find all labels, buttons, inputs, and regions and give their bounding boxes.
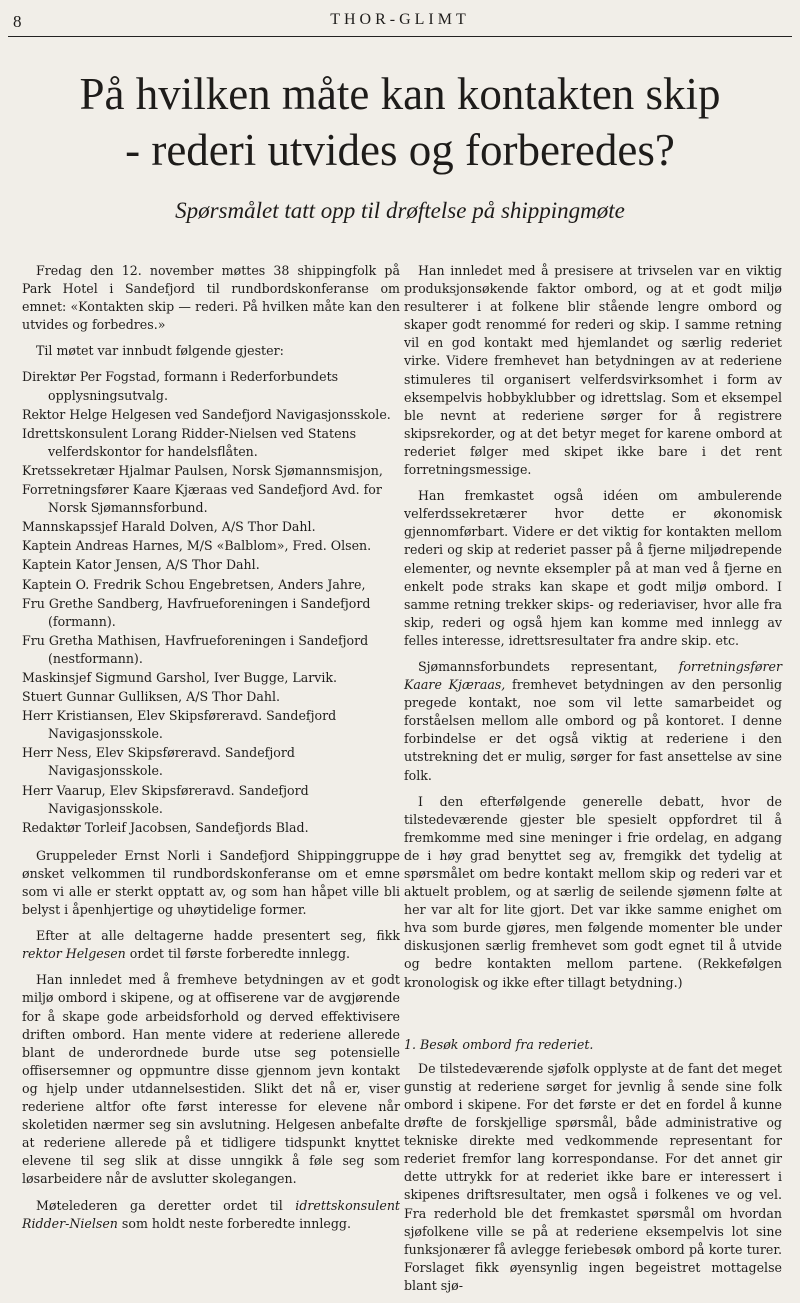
right-column [404,262,782,1303]
guest-list-item: Maskinsjef Sigmund Garshol, Iver Bugge, Larvik. [22,669,338,685]
guest-list-item: Kaptein Andreas Harnes, M/S «Balblom», Fred. Olsen. [22,538,372,554]
header-divider [8,36,792,37]
helgesen-paragraph: Han innledet med å fremheve betydningen av et godt miljø ombord i skipene, og at offiserene var de avgjørende for å skape gode arbeidsforhold og derved effektivisere driften ombord. Han mente videre at rederiene allerede blant de underordnede burde utse seg potensielle offisersemner og oppmuntre disse gjennom jevn kontakt og hjelp under utdannelsestiden. Slikt det nå er, viser rederiene altfor ofte først interesse for elevene når skoletiden nærmer seg sin avslutning. Helgesen anbefalte at rederiene allerede på et tidligere tidspunkt knyttet elevene til seg slik at disse unngikk å føle seg som løsarbeidere når de avslutter skolegangen. [22,972,400,1187]
section-heading: 1. Besøk ombord fra rederiet. [404,1036,594,1052]
guest-list [22,368,400,836]
left-column [22,262,400,1241]
welfare-paragraph: Han fremkastet også idéen om ambulerende velferdssekretærer hvor dette er økonomisk gjennomførbart. Videre er det viktig for kontakten mellom rederi og skip at rederiet passer på å fjerne miljødrepende elementer, og nevnte eksempler på at man ved å fjerne en enkelt pode straks kan skape et godt miljø ombord. I samme retning trekker skips- og rederiaviser, hvor alle fra skip, rederi og også hjem kan komme med innlegg av felles interesse, idrettsresultater fra andre skip. etc. [404,488,782,648]
page-number: 8 [13,12,22,31]
visits-paragraph: De tilstedeværende sjøfolk opplyste at de fant det meget gunstig at rederiene sørget for jevnlig å sende sine folk ombord i skipene. For det første er det en fordel å kunne drøfte de forskjellige spørsmål, både administrative og tekniske direkte med vedkommende representant for rederiet fremfor lang korrespondanse. For det annet gir dette uttrykk for at rederiet ikke bare er interessert i skipenes driftsresultater, men også i folkenes ve og vel. Fra rederhold ble det fremkastet spørsmål om hvordan sjøfolkene ville se på at rederiene eksempelvis lot sine funksjonærer få avlegge feriebesøk ombord på korte turer. Forslaget fikk øyensynlig ingen begeistret mottagelse blant sjø- [404,1060,782,1293]
page-header [0,0,800,40]
article-title-line-1: På hvilken måte kan kontakten skip [79,69,721,119]
intro-paragraph: Fredag den 12. november møttes 38 shippingfolk på Park Hotel i Sandefjord til rundbordskonferanse om emnet: «Kontakten skip — rederi. På hvilken måte kan den utvides og forbedres.» [22,263,400,333]
guests-intro: Til møtet var innbudt følgende gjester: [36,343,284,359]
guest-list-item: Kretssekretær Hjalmar Paulsen, Norsk Sjømannsmisjon, [22,462,383,478]
guest-list-item: Stuert Gunnar Gulliksen, A/S Thor Dahl. [22,689,281,705]
welcome-paragraph: Gruppeleder Ernst Norli i Sandefjord Shippinggruppe ønsket velkommen til rundbordskonferanse om et emne som vi alle er sterkt opptatt av, og som han håpet ville bli belyst i åpenhjertige og uhøytidelige former. [22,847,400,918]
next-speaker-paragraph: Møtelederen ga deretter ordet til idrettskonsulent Ridder-Nielsen som holdt neste forberedte innlegg. [22,1197,400,1231]
guest-list-item: Idrettskonsulent Lorang Ridder-Nielsen ved Statens velferdskontor for handelsflåten. [22,425,357,459]
guest-list-item: Forretningsfører Kaare Kjæraas ved Sandefjord Avd. for Norsk Sjømannsforbund. [22,482,382,516]
article-title [0,66,800,178]
guest-list-item: Kaptein O. Fredrik Schou Engebretsen, Anders Jahre, [22,576,366,592]
ridder-nielsen-paragraph: Han innledet med å presisere at trivselen var en viktig produksjonsøkende faktor ombord, og at et godt miljø resulterer i at folkene blir stående lengre ombord og skaper godt renommé for rederi og skip. I samme retning vil en god kontakt med hjemlandet og særlig rederiet virke. Videre fremhevet han betydningen av at rederiene stimuleres til organisert velferdsvirksomhet i form av eksempelvis hobbyklubber og idrettslag. Som et eksempel ble nevnt at rederiene sørger for å registrere skipsrekorder, og at det betyr meget for karene ombord at rederiet følger med skipet ikke bare i det rent forretningsmessige. [404,263,782,478]
guest-list-item: Redaktør Torleif Jacobsen, Sandefjords Blad. [22,819,309,835]
guest-list-item: Herr Vaarup, Elev Skipsføreravd. Sandefjord Navigasjonsskole. [22,782,309,816]
guest-list-item: Fru Gretha Mathisen, Havfrueforeningen i Sandefjord (nestformann). [22,632,369,666]
debate-paragraph: I den efterfølgende generelle debatt, hvor de tilstedeværende gjester ble spesielt oppfordret til å fremkomme med sine meninger i frie ordelag, en adgang de i høy grad benyttet seg av, fremgikk det tydelig at spørsmålet om bedre kontakt mellom skip og rederi var et aktuelt problem, og at særlig de seilende sjømenn følte at her var alt for lite gjort. Det var ikke samme enighet om hva som burde gjøres, men følgende momenter ble under diskusjonen særlig fremhevet som godt egnet til å utvide og bedre kontakten mellom partene. (Rekkefølgen kronologisk og ikke efter tillagt betydning.) [404,793,782,990]
article-subtitle: Spørsmålet tatt opp til drøftelse på shippingmøte [175,198,625,223]
guest-list-item: Herr Kristiansen, Elev Skipsføreravd. Sandefjord Navigasjonsskole. [22,708,337,742]
presentation-paragraph: Efter at alle deltagerne hadde presentert seg, fikk rektor Helgesen ordet til første forberedte innlegg. [22,928,400,962]
kjaeraas-paragraph: Sjømannsforbundets representant, forretningsfører Kaare Kjæraas, fremhevet betydningen av den personlig pregede kontakt, noe som vil lette samarbeidet og forståelsen mellom alle ombord og på kontoret. I denne forbindelse er det også viktig at rederiene i den utstrekning det er mulig, sørger for fast ansettelse av sine folk. [404,658,783,783]
publication-title: THOR-GLIMT [330,11,470,28]
guest-list-item: Direktør Per Fogstad, formann i Rederforbundets opplysningsutvalg. [22,369,339,403]
article-title-line-2: - rederi utvides og forberedes? [125,125,675,175]
guest-list-item: Mannskapssjef Harald Dolven, A/S Thor Dahl. [22,519,316,535]
guest-list-item: Rektor Helge Helgesen ved Sandefjord Navigasjonsskole. [22,406,391,422]
guest-list-item: Fru Grethe Sandberg, Havfrueforeningen i Sandefjord (formann). [22,595,371,629]
guest-list-item: Kaptein Kator Jensen, A/S Thor Dahl. [22,557,260,573]
guest-list-item: Herr Ness, Elev Skipsføreravd. Sandefjord Navigasjonsskole. [22,745,295,779]
